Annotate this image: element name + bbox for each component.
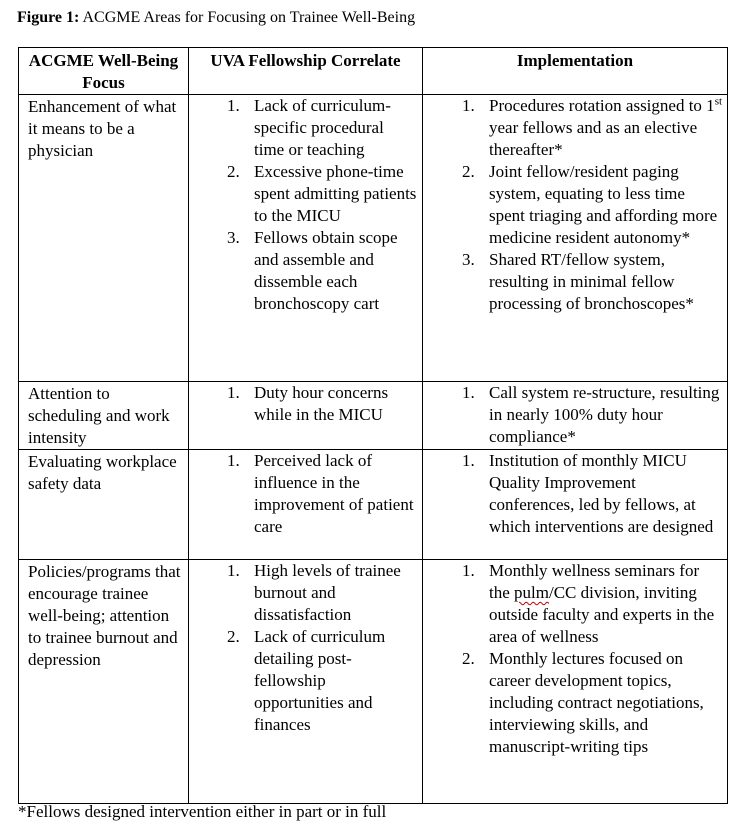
- implementation-list: [423, 95, 727, 315]
- implementation-cell: [423, 560, 728, 804]
- column-header-implementation: Implementation: [423, 48, 728, 95]
- table-row: [19, 560, 728, 804]
- list-item: 1. Institution of monthly MICU Quality Improvement conferences, led by fellows, at which interventions are designed: [462, 451, 714, 536]
- column-header-focus: ACGME Well-Being Focus: [19, 48, 189, 95]
- correlate-cell: [189, 95, 423, 382]
- list-item: 1. Perceived lack of influence in the improvement of patient care: [227, 451, 414, 536]
- figure-caption: [17, 8, 415, 28]
- list-item-text: Monthly wellness seminars for the pulm/CC division, inviting outside faculty and experts in the area of wellness: [489, 561, 715, 646]
- focus-cell: Evaluating workplace safety data: [19, 450, 189, 560]
- list-item-text: Lack of curriculum-specific procedural time or teaching: [254, 96, 391, 159]
- focus-cell: Enhancement of what it means to be a physician: [19, 95, 189, 382]
- list-item: 1. Monthly wellness seminars for the pulm/CC division, inviting outside faculty and experts in the area of wellness: [462, 561, 715, 646]
- list-item: 1. Call system re-structure, resulting in nearly 100% duty hour compliance*: [462, 383, 720, 446]
- list-item-text: Institution of monthly MICU Quality Improvement conferences, led by fellows, at which interventions are designed: [489, 451, 714, 536]
- footnote: *Fellows designed intervention either in part or in full: [18, 802, 387, 821]
- list-item-text: Duty hour concerns while in the MICU: [254, 383, 389, 424]
- list-item-text: Monthly lectures focused on career development topics, including contract negotiations, interviewing skills, and manuscript-writing tips: [489, 649, 704, 756]
- list-item: 3. Fellows obtain scope and assemble and dissemble each bronchoscopy cart: [227, 228, 398, 313]
- list-item: 2. Excessive phone-time spent admitting patients to the MICU: [227, 162, 417, 225]
- list-item: 1. High levels of trainee burnout and dissatisfaction: [227, 561, 401, 624]
- wellbeing-table: [18, 47, 728, 804]
- figure-label: Figure 1:: [17, 9, 80, 26]
- correlate-list: [189, 95, 422, 315]
- table-row: [19, 95, 728, 382]
- spellcheck-underline: pulm: [514, 583, 549, 602]
- list-item-text: High levels of trainee burnout and dissatisfaction: [254, 561, 401, 624]
- correlate-list: [189, 450, 422, 538]
- list-item-text: Shared RT/fellow system, resulting in minimal fellow processing of bronchoscopes*: [489, 250, 694, 313]
- table-row: [19, 382, 728, 450]
- focus-cell: Policies/programs that encourage trainee well-being; attention to trainee burnout and depression: [19, 560, 189, 804]
- implementation-cell: [423, 95, 728, 382]
- correlate-cell: [189, 450, 423, 560]
- list-item-text: Excessive phone-time spent admitting patients to the MICU: [254, 162, 417, 225]
- focus-cell: Attention to scheduling and work intensity: [19, 382, 189, 450]
- implementation-list: [423, 382, 727, 448]
- figure-title: ACGME Areas for Focusing on Trainee Well-Being: [82, 9, 416, 26]
- list-item: 2. Monthly lectures focused on career development topics, including contract negotiations, interviewing skills, and manuscript-writing tips: [462, 649, 704, 756]
- list-item: 1. Lack of curriculum-specific procedural time or teaching: [227, 96, 391, 159]
- implementation-list: [423, 560, 727, 758]
- list-item-text: Perceived lack of influence in the improvement of patient care: [254, 451, 414, 536]
- correlate-list: [189, 560, 422, 736]
- list-item-text: Joint fellow/resident paging system, equating to less time spent triaging and affording more medicine resident autonomy*: [489, 162, 718, 247]
- table-row: [19, 450, 728, 560]
- list-item-text: Call system re-structure, resulting in nearly 100% duty hour compliance*: [489, 383, 720, 446]
- implementation-list: [423, 450, 727, 538]
- column-header-correlate: UVA Fellowship Correlate: [189, 48, 423, 95]
- list-item: 1. Procedures rotation assigned to 1st year fellows and as an elective thereafter*: [462, 95, 723, 159]
- correlate-cell: [189, 382, 423, 450]
- list-item: 2. Lack of curriculum detailing post-fellowship opportunities and finances: [227, 627, 386, 734]
- list-item: 2. Joint fellow/resident paging system, equating to less time spent triaging and affording more medicine resident autonomy*: [462, 162, 718, 247]
- correlate-cell: [189, 560, 423, 804]
- correlate-list: [189, 382, 422, 426]
- list-item-text: Procedures rotation assigned to 1st year fellows and as an elective thereafter*: [489, 95, 723, 159]
- list-item-text: Lack of curriculum detailing post-fellowship opportunities and finances: [254, 627, 386, 734]
- implementation-cell: [423, 382, 728, 450]
- list-item: 3. Shared RT/fellow system, resulting in minimal fellow processing of bronchoscopes*: [462, 250, 694, 313]
- table-header-row: [19, 48, 728, 95]
- list-item-text: Fellows obtain scope and assemble and dissemble each bronchoscopy cart: [254, 228, 398, 313]
- list-item: 1. Duty hour concerns while in the MICU: [227, 383, 389, 424]
- implementation-cell: [423, 450, 728, 560]
